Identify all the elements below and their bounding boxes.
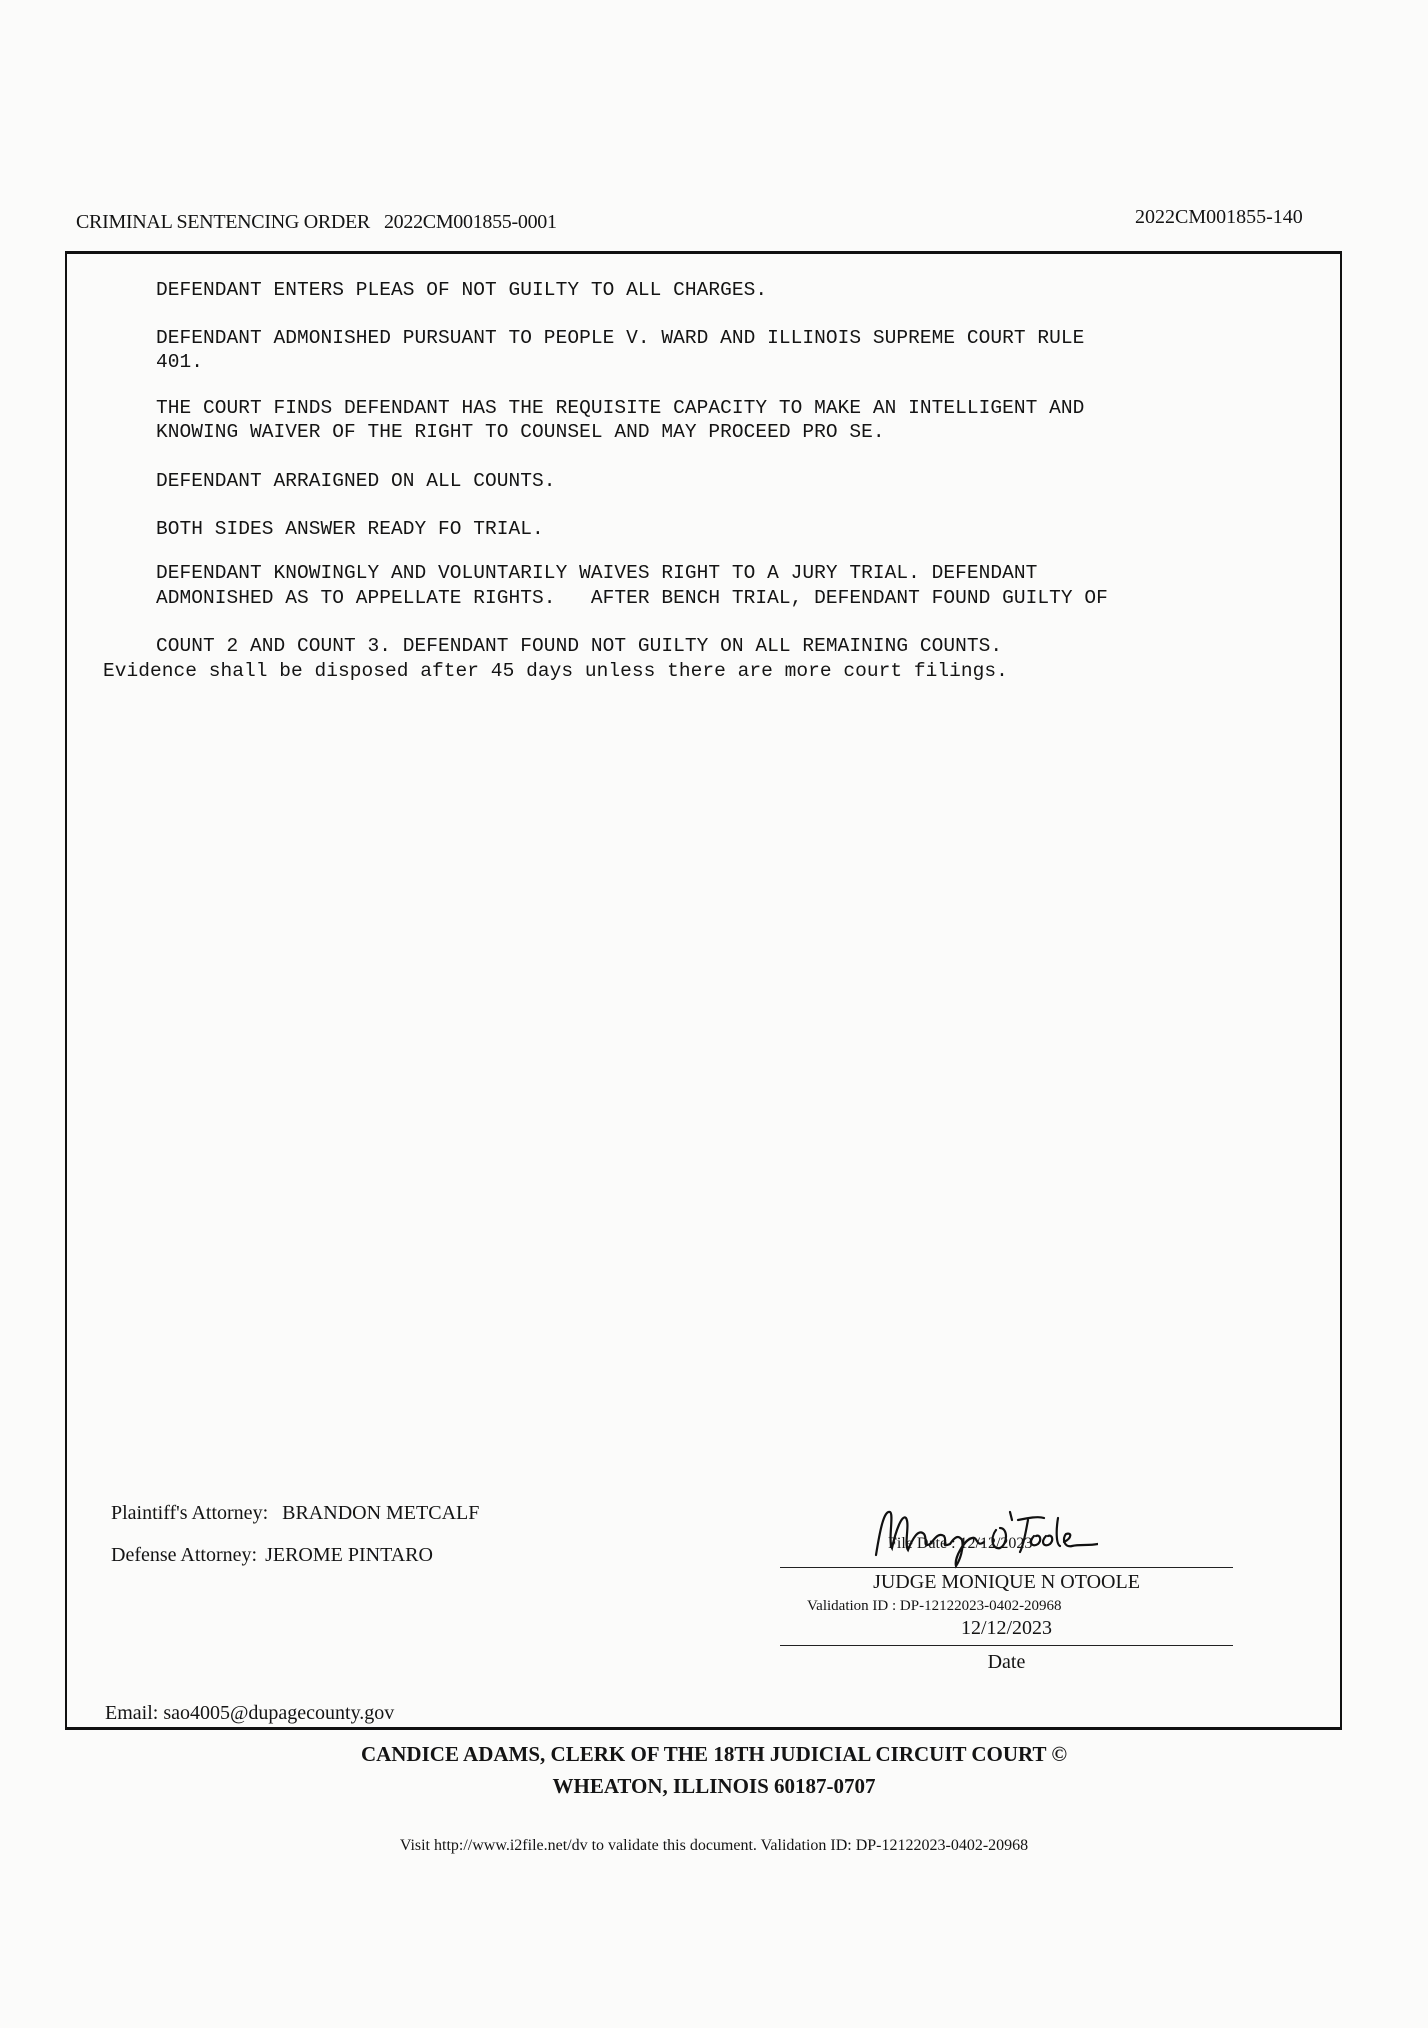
defense-attorney-label: Defense Attorney: [111,1544,258,1566]
document-id: 2022CM001855-140 [1135,206,1303,228]
order-line: DEFENDANT ARRAIGNED ON ALL COUNTS. [156,470,556,492]
order-line: DEFENDANT KNOWINGLY AND VOLUNTARILY WAIVES RIGHT TO A JURY TRIAL. DEFENDANT [156,562,1038,584]
clerk-block [0,1738,1428,1802]
order-line: COUNT 2 AND COUNT 3. DEFENDANT FOUND NOT GUILTY ON ALL REMAINING COUNTS. [156,635,1003,657]
clerk-address: WHEATON, ILLINOIS 60187-0707 [552,1774,876,1798]
order-line: DEFENDANT ADMONISHED PURSUANT TO PEOPLE V. WARD AND ILLINOIS SUPREME COURT RULE [156,327,1085,349]
signature-line [780,1567,1233,1568]
document-header-left [76,211,557,234]
clerk-name: CANDICE ADAMS, CLERK OF THE 18TH JUDICIAL CIRCUIT COURT © [360,1742,1068,1766]
judge-name: JUDGE MONIQUE N OTOOLE [873,1571,1140,1593]
validation-id: Validation ID : DP-12122023-0402-20968 [807,1598,1062,1614]
order-line: DEFENDANT ENTERS PLEAS OF NOT GUILTY TO ALL CHARGES. [156,279,768,301]
order-line: THE COURT FINDS DEFENDANT HAS THE REQUISITE CAPACITY TO MAKE AN INTELLIGENT AND [156,397,1085,419]
validation-notice: Visit http://www.i2file.net/dv to validate this document. Validation ID: DP-12122023-0402-20968 [399,1837,1029,1854]
order-line: Evidence shall be disposed after 45 days unless there are more court filings. [103,660,1008,682]
defense-attorney [111,1544,433,1567]
signature-date: 12/12/2023 [960,1617,1053,1639]
document-type: CRIMINAL SENTENCING ORDER [76,211,370,233]
email: Email: sao4005@dupagecounty.gov [105,1702,395,1724]
plaintiff-attorney-label: Plaintiff's Attorney: [111,1502,269,1524]
order-line: KNOWING WAIVER OF THE RIGHT TO COUNSEL AND MAY PROCEED PRO SE. [156,421,885,443]
plaintiff-attorney [111,1502,479,1525]
order-line: BOTH SIDES ANSWER READY FO TRIAL. [156,518,544,540]
date-line [780,1645,1233,1646]
file-date: File Date : 12/12/2023 [888,1535,1033,1552]
order-line: 401. [156,351,204,373]
defense-attorney-name: JEROME PINTARO [265,1544,433,1566]
order-line: ADMONISHED AS TO APPELLATE RIGHTS. AFTER BENCH TRIAL, DEFENDANT FOUND GUILTY OF [156,587,1108,609]
case-number: 2022CM001855-0001 [383,211,557,233]
plaintiff-attorney-name: BRANDON METCALF [282,1502,480,1524]
date-label: Date [987,1651,1026,1673]
